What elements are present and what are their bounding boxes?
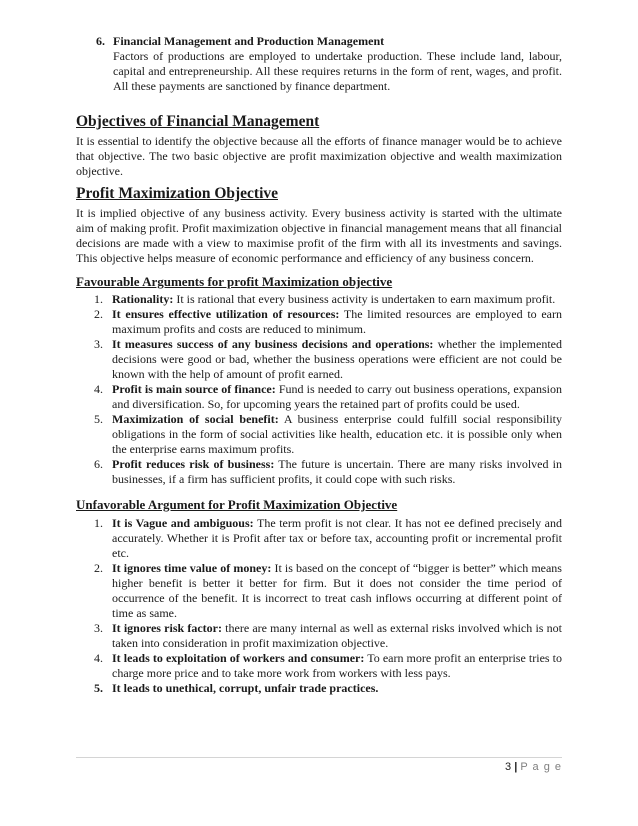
list-item: [76, 382, 562, 412]
list-item: [76, 337, 562, 382]
profit-maximization-heading: Profit Maximization Objective: [76, 185, 279, 202]
list-item-text: To earn more profit an enterprise tries to charge more price and to take more work from workers with less pays.: [112, 651, 562, 680]
list-item-title: Profit reduces risk of business:: [112, 457, 275, 471]
list-item-number: 5.: [94, 681, 103, 695]
unfavourable-arguments-list: [76, 516, 562, 696]
list-item-title: It is Vague and ambiguous:: [112, 516, 254, 530]
list-item-number: 3.: [94, 337, 103, 351]
list-item: [76, 412, 562, 457]
list-item-title: Profit is main source of finance:: [112, 382, 276, 396]
objectives-heading: Objectives of Financial Management: [76, 113, 320, 130]
page-number: 3: [505, 761, 512, 773]
list-item-title: Maximization of social benefit:: [112, 412, 279, 426]
section-6-body: Factors of productions are employed to undertake production. These include land, labour, capital and entrepreneurship. All these requires returns in the form of rent, wages, and profit. All these payments are sanctioned by finance department.: [113, 49, 562, 93]
list-item-text: The future is uncertain. There are many risks involved in businesses, if a firm has sufficient profits, it could cope with such risks.: [112, 457, 562, 486]
list-item: [76, 561, 562, 621]
list-item: [76, 651, 562, 681]
list-item-number: 5.: [94, 412, 103, 426]
list-item-text: It is rational that every business activity is undertaken to earn maximum profit.: [173, 292, 556, 306]
list-item-text: A business enterprise could fulfill social responsibility obligations in the form of social activities like health, education etc. it is possible only when the enterprise earns maximum profits.: [112, 412, 562, 456]
list-item-title: It ensures effective utilization of resources:: [112, 307, 340, 321]
list-item-number: 4.: [94, 651, 103, 665]
list-item-number: 2.: [94, 307, 103, 321]
list-item-title: It ignores risk factor:: [112, 621, 222, 635]
page-content: [76, 34, 562, 696]
page-footer: [76, 757, 562, 774]
favourable-arguments-heading: Favourable Arguments for profit Maximization objective: [76, 274, 393, 289]
list-item: [76, 516, 562, 561]
list-item-number: 1.: [94, 516, 103, 530]
list-item-number: 3.: [94, 621, 103, 635]
list-item-number: 4.: [94, 382, 103, 396]
list-item-text: whether the implemented decisions were good or bad, whether the business operations were efficient are not could be known with the help of amount of profit earned.: [112, 337, 562, 381]
section-6-item: [76, 34, 562, 94]
page-label: P a g e: [520, 761, 562, 773]
list-item-number: 2.: [94, 561, 103, 575]
list-item-text: The limited resources are employed to earn maximum profits and costs are reduced to minimum.: [112, 307, 563, 336]
footer-separator: |: [514, 761, 518, 773]
list-item-text: It is based on the concept of “bigger is better” which means higher benefit is better it better for firm. But it does not consider the time period of occurrence of the benefit. It is incorrect to treat cash inflows occurring at different point of time as same.: [112, 561, 562, 620]
section-6-title: Financial Management and Production Management: [113, 34, 385, 48]
list-item-title: Rationality:: [112, 292, 174, 306]
section-6-number: 6.: [96, 34, 105, 48]
list-item: [76, 681, 562, 696]
list-item-title: It leads to unethical, corrupt, unfair trade practices.: [112, 681, 379, 695]
list-item-text: Fund is needed to carry out business operations, expansion and diversification. So, for upcoming years the retained part of profits could be used.: [112, 382, 563, 411]
list-item-number: 6.: [94, 457, 103, 471]
list-item-title: It leads to exploitation of workers and consumer:: [112, 651, 365, 665]
list-item-title: It ignores time value of money:: [112, 561, 272, 575]
profit-maximization-body: It is implied objective of any business activity. Every business activity is started with the ultimate aim of making profit. Profit maximization objective in financial management means that all financial decisions are made with a view to maximise profit of the firm with all its investments and savings. This objective helps measure of economic performance and efficiency of any business concern.: [76, 206, 562, 265]
favourable-arguments-list: [76, 292, 562, 487]
unfavourable-arguments-heading: Unfavorable Argument for Profit Maximization Objective: [76, 497, 398, 512]
list-item-text: The term profit is not clear. It has not ee defined precisely and accurately. Whether it is Profit after tax or before tax, accounting profit or incremental profit etc.: [112, 516, 562, 560]
list-item: [76, 307, 562, 337]
list-item-title: It measures success of any business decisions and operations:: [112, 337, 434, 351]
list-item: [76, 292, 562, 307]
list-item-text: there are many internal as well as external risks involved which is not taken into consideration in profit maximization objective.: [112, 621, 562, 650]
list-item: [76, 457, 562, 487]
list-item: [76, 621, 562, 651]
objectives-body: It is essential to identify the objective because all the efforts of finance manager would be to achieve that objective. The two basic objective are profit maximization objective and wealth maximization objective.: [76, 134, 562, 178]
list-item-number: 1.: [94, 292, 103, 306]
